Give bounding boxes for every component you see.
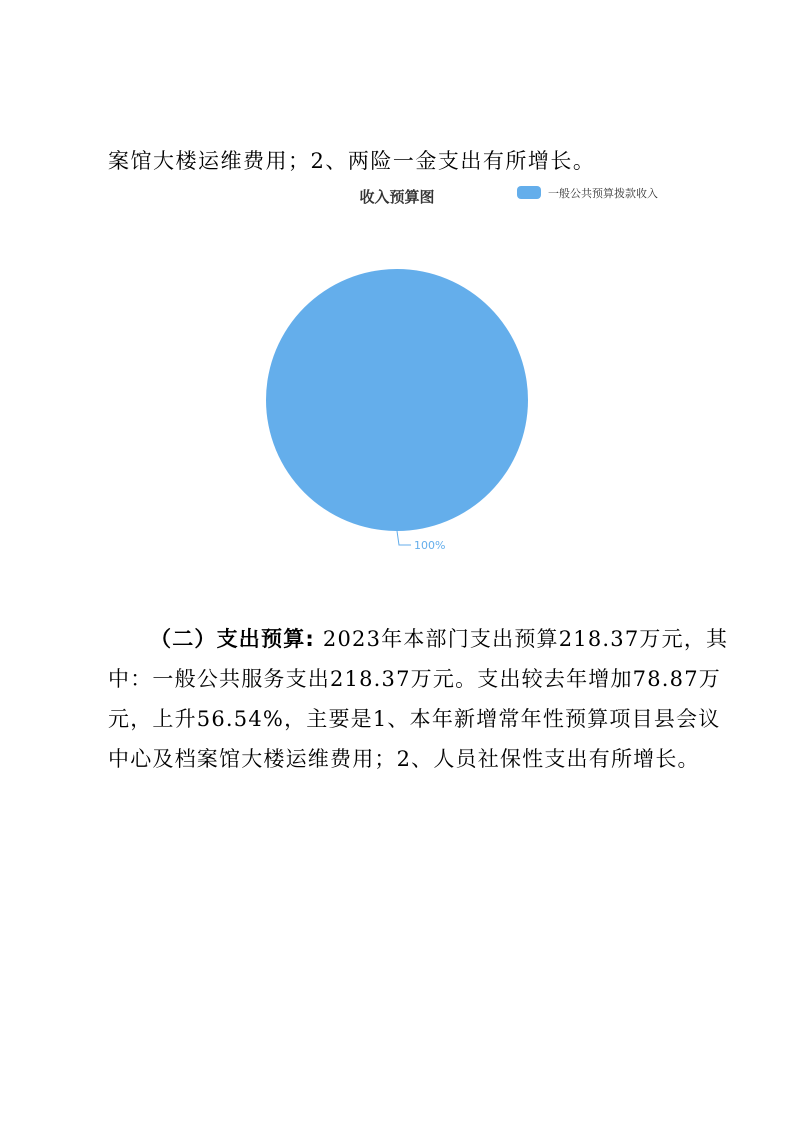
expenditure-budget-section (108, 619, 729, 779)
pie-slice-0 (266, 269, 528, 531)
legend-swatch (517, 186, 541, 199)
intro-text-line: 案馆大楼运维费用；2、两险一金支出有所增长。 (108, 149, 596, 173)
pie-slices (266, 269, 528, 531)
legend-label: 一般公共预算拨款收入 (548, 187, 658, 200)
section-heading: （二）支出预算: (150, 627, 315, 651)
chart-legend (517, 186, 658, 200)
chart-title: 收入预算图 (359, 188, 435, 206)
section-row-1 (108, 619, 729, 659)
slice-label-group (397, 531, 445, 552)
slice-percent-label: 100% (414, 539, 446, 552)
slice-leader-line (397, 531, 411, 545)
section-text-line-2: 中：一般公共服务支出218.37万元。支出较去年增加78.87万 (108, 667, 721, 691)
section-text-line-3: 元，上升56.54%，主要是1、本年新增常年性预算项目县会议 (108, 707, 721, 731)
section-text-line-1: 2023年本部门支出预算218.37万元，其 (322, 627, 729, 651)
section-text-line-4: 中心及档案馆大楼运维费用；2、人员社保性支出有所增长。 (108, 747, 700, 771)
